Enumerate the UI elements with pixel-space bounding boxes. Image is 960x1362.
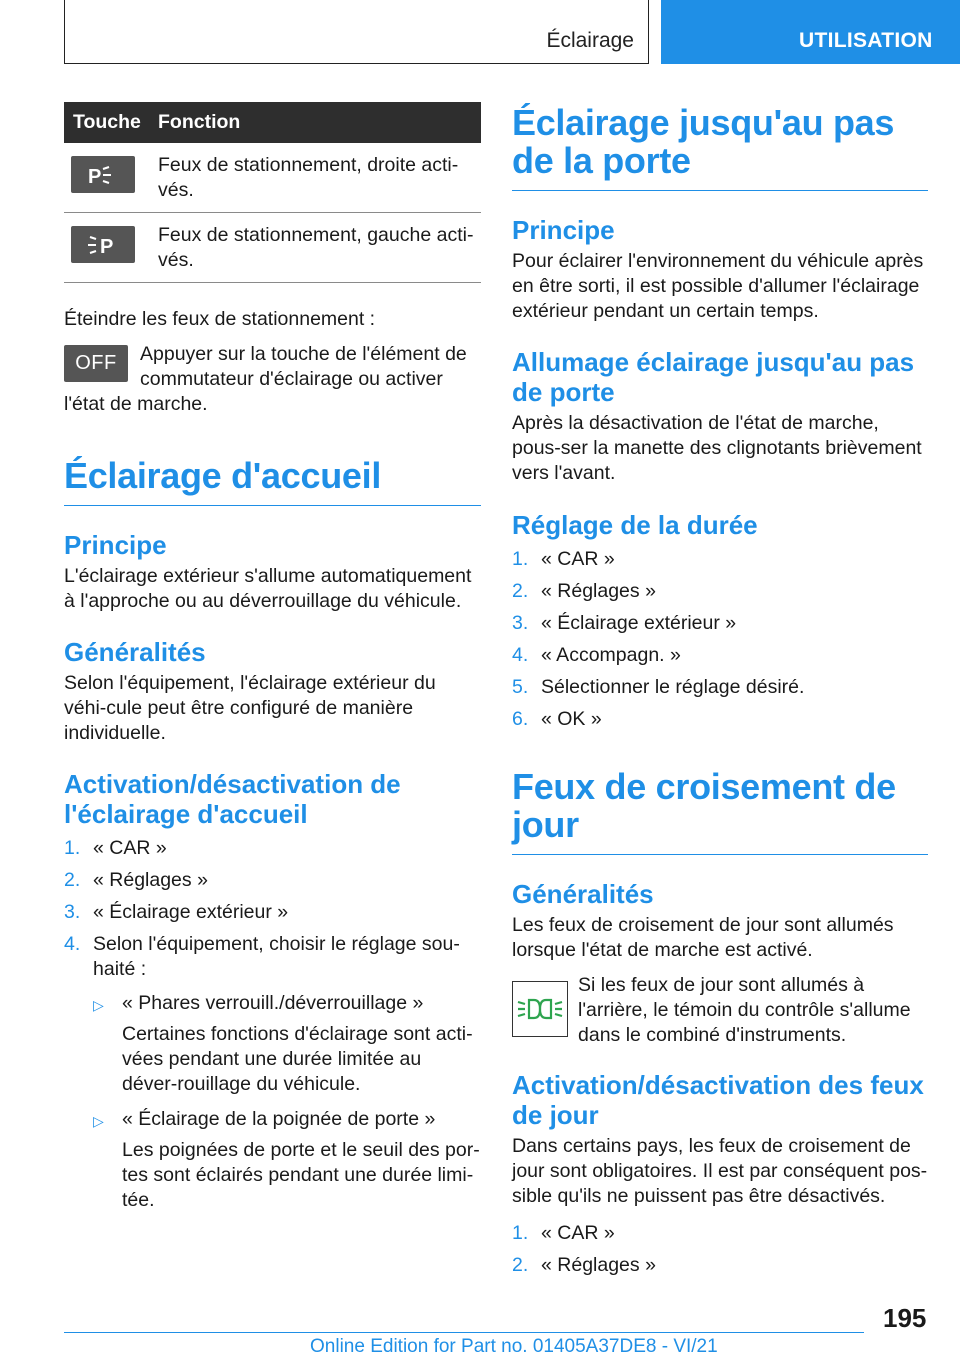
indicator-block <box>512 973 928 1048</box>
footer-divider <box>64 1332 864 1333</box>
subsection-title-activation-2: Activation/désactivation des feux de jour <box>512 1070 924 1130</box>
triangle-bullet-icon: ▷ <box>93 997 104 1013</box>
list-item: 6. « OK » <box>512 708 602 730</box>
table-row <box>64 143 481 213</box>
subsection-title-general: Généralités <box>64 637 206 667</box>
subsection-title-duration: Réglage de la durée <box>512 510 758 540</box>
parking-off-text: Appuyer sur la touche de l'élément de commutateur d'éclairage ou activer l'état de marche. <box>64 343 467 415</box>
header-chapter-title: UTILISATION <box>799 29 933 52</box>
activation-text-2: Dans certains pays, les feux de croisement de jour sont obligatoires. Il est par conséquent pos-sible qu'ils ne puissent pas être désactivés. <box>512 1135 928 1207</box>
table-header <box>64 102 481 143</box>
left-column <box>64 102 481 1213</box>
table-cell-function: Feux de stationnement, droite acti-vés. <box>158 154 459 201</box>
general-text-2: Les feux de croisement de jour sont allumés lorsque l'état de marche est activé. <box>512 914 894 961</box>
section-title-welcome-light: Éclairage d'accueil <box>64 457 481 506</box>
table-header-function: Fonction <box>158 111 241 133</box>
footer-edition: Online Edition for Part no. 01405A37DE8 - VI/21 <box>310 1336 718 1357</box>
list-item: 3. « Éclairage extérieur » <box>512 612 737 634</box>
table-header-key: Touche <box>73 111 141 133</box>
section-title-daytime-running-lights: Feux de croisement de jour <box>512 768 928 855</box>
svg-text:P: P <box>88 165 102 187</box>
list-item: 5. Sélectionner le réglage désiré. <box>512 676 805 698</box>
subsection-title-principle-2: Principe <box>512 215 615 245</box>
list-item: 4. Selon l'équipement, choisir le réglage sou-haité : ▷ « Phares verrouill./déverrouillage » Certaines fonctions d'éclairage sont acti-vées pendant une durée limitée au déver-rouillage du véhicule. ▷ « Éclairage de la poignée de porte » Les poignées de porte et le seuil des por-tes sont éclairés pendant une durée limi-tée. <box>64 933 480 1211</box>
activation-steps <box>64 836 481 1213</box>
parking-light-right-icon <box>71 156 135 193</box>
list-item: 2. « Réglages » <box>512 580 656 602</box>
principle-text: L'éclairage extérieur s'allume automatiquement à l'approche ou au déverrouillage du véhicule. <box>64 565 472 612</box>
parking-off-block <box>64 342 481 417</box>
parking-off-intro: Éteindre les feux de stationnement : <box>64 308 376 330</box>
key-function-table <box>64 102 481 283</box>
list-item: 1. « CAR » <box>512 548 615 570</box>
daytime-activation-steps <box>512 1221 928 1278</box>
activation-sub-options <box>93 991 481 1213</box>
duration-steps <box>512 547 928 732</box>
header-chapter-tab[interactable] <box>661 0 960 64</box>
subsection-title-principle: Principe <box>64 530 167 560</box>
section-title-follow-me-home: Éclairage jusqu'au pas de la porte <box>512 102 928 191</box>
header-section-box <box>64 0 649 64</box>
list-item: 1. « CAR » <box>64 837 167 859</box>
page-number: 195 <box>883 1303 927 1333</box>
svg-text:P: P <box>100 235 114 257</box>
subsection-title-switch-on: Allumage éclairage jusqu'au pas de porte <box>512 347 915 407</box>
list-item: 2. « Réglages » <box>512 1254 656 1276</box>
sub-list-item: ▷ « Phares verrouill./déverrouillage » Certaines fonctions d'éclairage sont acti-vées pendant une durée limitée au déver-rouillage du véhicule. <box>93 992 473 1095</box>
right-column <box>512 102 928 1278</box>
sub-list-item: ▷ « Éclairage de la poignée de porte » Les poignées de porte et le seuil des por-tes sont éclairés pendant une durée limi-tée. <box>93 1108 480 1211</box>
indicator-text: Si les feux de jour sont allumés à l'arrière, le témoin du contrôle s'allume dans le combiné d'instruments. <box>578 974 911 1046</box>
list-item: 2. « Réglages » <box>64 869 208 891</box>
table-cell-function: Feux de stationnement, gauche acti-vés. <box>158 224 474 271</box>
parking-light-left-icon <box>71 226 135 263</box>
table-row <box>64 213 481 283</box>
triangle-bullet-icon: ▷ <box>93 1113 104 1129</box>
general-text: Selon l'équipement, l'éclairage extérieur du véhi-cule peut être configuré de manière individuelle. <box>64 672 436 744</box>
list-item: 3. « Éclairage extérieur » <box>64 901 289 923</box>
list-item: 1. « CAR » <box>512 1222 615 1244</box>
switch-on-text: Après la désactivation de l'état de marche, pous-ser la manette des clignotants brièvement vers l'avant. <box>512 412 922 484</box>
subsection-title-activation: Activation/désactivation de l'éclairage d'accueil <box>64 769 401 829</box>
principle-text-2: Pour éclairer l'environnement du véhicule après en être sorti, il est possible d'allumer l'éclairage extérieur pendant un certain temps. <box>512 250 924 322</box>
daytime-light-indicator-icon <box>512 981 568 1037</box>
header-section-title: Éclairage <box>546 29 634 52</box>
subsection-title-general-2: Généralités <box>512 879 654 909</box>
list-item: 4. « Accompagn. » <box>512 644 681 666</box>
off-key-icon: OFF <box>64 345 128 382</box>
